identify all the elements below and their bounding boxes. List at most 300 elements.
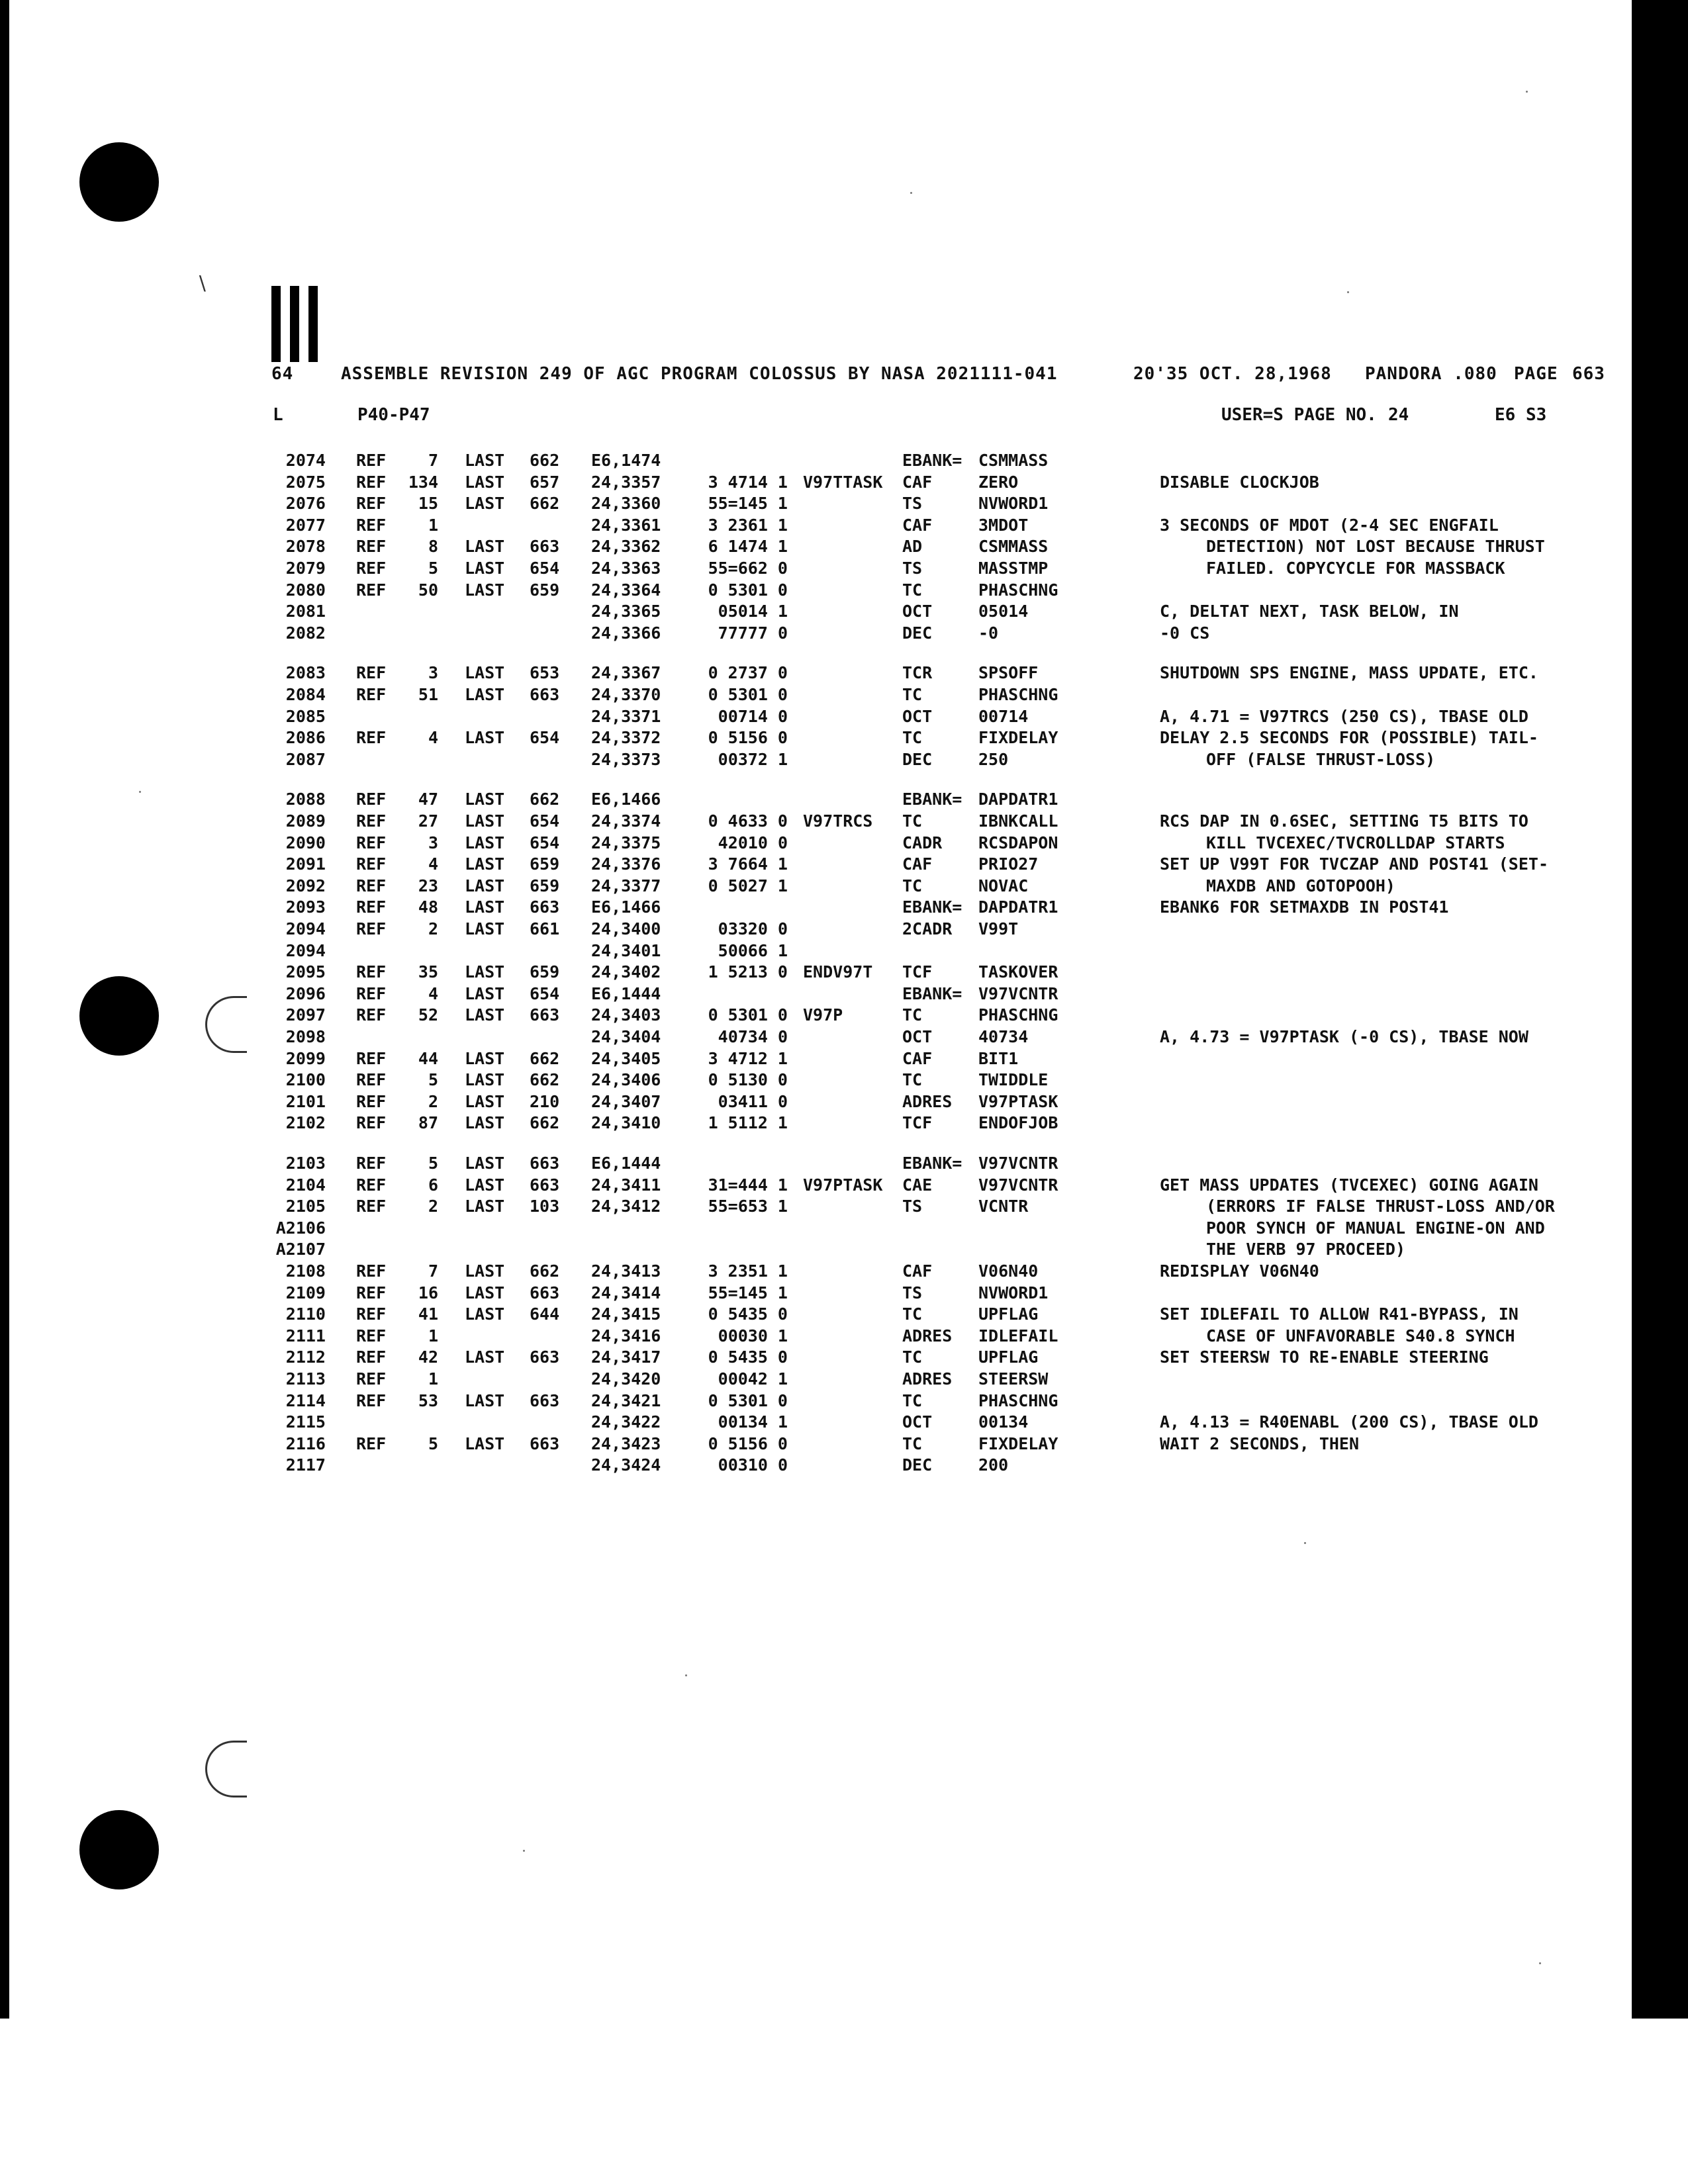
line-number: 2090 <box>285 833 326 852</box>
ref-label: REF <box>356 854 387 874</box>
ref-label: REF <box>356 1326 387 1345</box>
opcode: CAF <box>902 515 933 535</box>
operand: 3MDOT <box>978 515 1029 535</box>
operand: PHASCHNG <box>978 685 1058 704</box>
opcode: DEC <box>902 749 933 769</box>
opcode: TC <box>902 1433 923 1453</box>
operand: V97PTASK <box>978 1091 1058 1111</box>
ref-count: 5 <box>428 1070 438 1090</box>
ref-count: 134 <box>408 472 438 492</box>
ref-label: REF <box>356 1433 387 1453</box>
operand: PRIO27 <box>978 854 1039 874</box>
address: 24,3421 <box>591 1390 661 1410</box>
last-label: LAST <box>465 685 505 704</box>
address: 24,3422 <box>591 1412 661 1432</box>
symbol-label: ENDV97T <box>803 962 873 982</box>
ref-count: 5 <box>428 1154 438 1173</box>
object-code: 3 2351 1 <box>708 1261 788 1281</box>
ref-count: 87 <box>418 1113 438 1133</box>
operand: NVWORD1 <box>978 494 1049 514</box>
opcode: 2CADR <box>902 919 953 938</box>
last-label: LAST <box>465 728 505 748</box>
last-page: 654 <box>530 833 560 852</box>
object-code: 50066 1 <box>718 940 788 960</box>
last-page: 644 <box>530 1304 560 1324</box>
opcode: CAE <box>902 1175 933 1195</box>
ref-count: 42 <box>418 1347 438 1367</box>
opcode: TC <box>902 728 923 748</box>
ref-label: REF <box>356 494 387 514</box>
line-number: 2088 <box>285 790 326 809</box>
comment-line: SHUTDOWN SPS ENGINE, MASS UPDATE, ETC. <box>1160 663 1538 683</box>
ref-label: REF <box>356 580 387 600</box>
address: 24,3363 <box>591 559 661 578</box>
line-number: 2109 <box>285 1283 326 1302</box>
object-code: 0 4633 0 <box>708 811 788 831</box>
address: 24,3415 <box>591 1304 661 1324</box>
object-code: 03320 0 <box>718 919 788 938</box>
ref-label: REF <box>356 685 387 704</box>
header-corner-number: 64 <box>271 364 294 384</box>
ref-count: 6 <box>428 1175 438 1195</box>
address: 24,3412 <box>591 1197 661 1216</box>
object-code: 00714 0 <box>718 706 788 726</box>
last-label: LAST <box>465 833 505 852</box>
operand: NVWORD1 <box>978 1283 1049 1302</box>
last-page: 663 <box>530 1005 560 1025</box>
last-page: 663 <box>530 1283 560 1302</box>
last-page: 663 <box>530 537 560 557</box>
ref-count: 4 <box>428 983 438 1003</box>
operand: ENDOFJOB <box>978 1113 1058 1133</box>
opcode: OCT <box>902 602 933 621</box>
ref-label: REF <box>356 811 387 831</box>
users-page-label: USER=S PAGE NO. <box>1221 405 1377 425</box>
object-code: 03411 0 <box>718 1091 788 1111</box>
operand: PHASCHNG <box>978 1005 1058 1025</box>
ref-label: REF <box>356 983 387 1003</box>
comment-line: REDISPLAY V06N40 <box>1160 1261 1319 1281</box>
last-label: LAST <box>465 1175 505 1195</box>
operand: DAPDATR1 <box>978 790 1058 809</box>
comment-line: THE VERB 97 PROCEED) <box>1206 1240 1406 1259</box>
opcode: TC <box>902 1347 923 1367</box>
line-number: A2106 <box>275 1218 326 1238</box>
ref-label: REF <box>356 919 387 938</box>
address: 24,3416 <box>591 1326 661 1345</box>
operand: IDLEFAIL <box>978 1326 1058 1345</box>
operand: V97VCNTR <box>978 983 1058 1003</box>
header-system: PANDORA .080 <box>1365 364 1497 384</box>
ref-label: REF <box>356 1304 387 1324</box>
ref-label: REF <box>356 1369 387 1388</box>
opcode: TC <box>902 1005 923 1025</box>
scan-speck <box>910 192 912 194</box>
object-code: 00372 1 <box>718 749 788 769</box>
last-page: 103 <box>530 1197 560 1216</box>
opcode: ADRES <box>902 1091 953 1111</box>
address: 24,3423 <box>591 1433 661 1453</box>
users-page-number: 24 <box>1388 405 1409 425</box>
ref-count: 2 <box>428 1091 438 1111</box>
line-number: 2108 <box>285 1261 326 1281</box>
ref-count: 4 <box>428 854 438 874</box>
opcode: TC <box>902 1390 923 1410</box>
object-code: 55=145 1 <box>708 1283 788 1302</box>
operand: 00134 <box>978 1412 1029 1432</box>
last-page: 657 <box>530 472 560 492</box>
object-code: 55=653 1 <box>708 1197 788 1216</box>
operand: BIT1 <box>978 1048 1019 1068</box>
last-page: 663 <box>530 897 560 917</box>
address: E6,1444 <box>591 983 661 1003</box>
comment-line: A, 4.73 = V97PTASK (-0 CS), TBASE NOW <box>1160 1027 1528 1046</box>
last-page: 659 <box>530 876 560 895</box>
object-code: 3 4712 1 <box>708 1048 788 1068</box>
address: 24,3413 <box>591 1261 661 1281</box>
scan-border-right <box>1632 0 1688 2019</box>
line-number: 2095 <box>285 962 326 982</box>
subheader-left: L <box>273 405 283 425</box>
header-date: 20'35 OCT. 28,1968 <box>1133 364 1332 384</box>
scan-speck <box>685 1674 687 1676</box>
ref-label: REF <box>356 515 387 535</box>
object-code: 77777 0 <box>718 623 788 643</box>
comment-line: A, 4.71 = V97TRCS (250 CS), TBASE OLD <box>1160 706 1528 726</box>
opcode: EBANK= <box>902 451 962 470</box>
operand: V97VCNTR <box>978 1154 1058 1173</box>
operand: 200 <box>978 1455 1009 1475</box>
opcode: TS <box>902 494 923 514</box>
line-number: 2102 <box>285 1113 326 1133</box>
last-page: 654 <box>530 811 560 831</box>
object-code: 0 5301 0 <box>708 685 788 704</box>
address: 24,3366 <box>591 623 661 643</box>
opcode: CAF <box>902 472 933 492</box>
ref-count: 7 <box>428 1261 438 1281</box>
printout-logo-mark <box>271 286 320 362</box>
last-page: 662 <box>530 1261 560 1281</box>
comment-line: FAILED. COPYCYCLE FOR MASSBACK <box>1206 559 1505 578</box>
line-number: 2080 <box>285 580 326 600</box>
opcode: OCT <box>902 1412 933 1432</box>
line-number: 2083 <box>285 663 326 683</box>
ref-label: REF <box>356 1070 387 1090</box>
ref-count: 5 <box>428 559 438 578</box>
operand: UPFLAG <box>978 1347 1039 1367</box>
line-number: A2107 <box>275 1240 326 1259</box>
ref-count: 44 <box>418 1048 438 1068</box>
opcode: TC <box>902 1304 923 1324</box>
ref-count: 53 <box>418 1390 438 1410</box>
address: 24,3360 <box>591 494 661 514</box>
last-page: 663 <box>530 1347 560 1367</box>
comment-line: -0 CS <box>1160 623 1210 643</box>
last-page: 654 <box>530 559 560 578</box>
object-code: 00310 0 <box>718 1455 788 1475</box>
opcode: EBANK= <box>902 897 962 917</box>
comment-line: CASE OF UNFAVORABLE S40.8 SYNCH <box>1206 1326 1515 1345</box>
opcode: OCT <box>902 1027 933 1046</box>
address: 24,3420 <box>591 1369 661 1388</box>
ref-label: REF <box>356 962 387 982</box>
line-number: 2089 <box>285 811 326 831</box>
operand: FIXDELAY <box>978 728 1058 748</box>
object-code: 05014 1 <box>718 602 788 621</box>
comment-line: 3 SECONDS OF MDOT (2-4 SEC ENGFAIL <box>1160 515 1499 535</box>
comment-line: WAIT 2 SECONDS, THEN <box>1160 1433 1360 1453</box>
line-number: 2099 <box>285 1048 326 1068</box>
last-page: 654 <box>530 983 560 1003</box>
address: 24,3371 <box>591 706 661 726</box>
ref-label: REF <box>356 1005 387 1025</box>
punch-hole-top <box>79 142 159 222</box>
punch-hole-bottom <box>79 1810 159 1889</box>
operand: 40734 <box>978 1027 1029 1046</box>
ref-count: 27 <box>418 811 438 831</box>
last-label: LAST <box>465 1154 505 1173</box>
scan-speck <box>1526 91 1528 93</box>
last-label: LAST <box>465 962 505 982</box>
last-page: 662 <box>530 451 560 470</box>
object-code: 00030 1 <box>718 1326 788 1345</box>
operand: STEERSW <box>978 1369 1049 1388</box>
last-page: 659 <box>530 962 560 982</box>
comment-line: POOR SYNCH OF MANUAL ENGINE-ON AND <box>1206 1218 1545 1238</box>
opcode: CAF <box>902 1261 933 1281</box>
object-code: 6 1474 1 <box>708 537 788 557</box>
object-code: 1 5213 0 <box>708 962 788 982</box>
address: 24,3364 <box>591 580 661 600</box>
address: 24,3402 <box>591 962 661 982</box>
ref-label: REF <box>356 1091 387 1111</box>
line-number: 2094 <box>285 919 326 938</box>
address: 24,3414 <box>591 1283 661 1302</box>
operand: IBNKCALL <box>978 811 1058 831</box>
ref-label: REF <box>356 559 387 578</box>
last-label: LAST <box>465 1433 505 1453</box>
opcode: EBANK= <box>902 790 962 809</box>
last-label: LAST <box>465 1347 505 1367</box>
last-label: LAST <box>465 1048 505 1068</box>
scan-speck <box>1347 291 1349 293</box>
address: 24,3405 <box>591 1048 661 1068</box>
opcode: TC <box>902 1070 923 1090</box>
last-page: 662 <box>530 1048 560 1068</box>
header-page-label: PAGE <box>1514 364 1558 384</box>
last-label: LAST <box>465 1113 505 1133</box>
ref-count: 4 <box>428 728 438 748</box>
object-code: 42010 0 <box>718 833 788 852</box>
address: 24,3373 <box>591 749 661 769</box>
ref-label: REF <box>356 1347 387 1367</box>
ref-count: 2 <box>428 1197 438 1216</box>
operand: CSMMASS <box>978 537 1049 557</box>
line-number: 2096 <box>285 983 326 1003</box>
last-label: LAST <box>465 559 505 578</box>
opcode: EBANK= <box>902 983 962 1003</box>
opcode: TC <box>902 876 923 895</box>
line-number: 2114 <box>285 1390 326 1410</box>
line-number: 2081 <box>285 602 326 621</box>
address: 24,3400 <box>591 919 661 938</box>
operand: 05014 <box>978 602 1029 621</box>
operand: V99T <box>978 919 1019 938</box>
line-number: 2086 <box>285 728 326 748</box>
last-label: LAST <box>465 1304 505 1324</box>
last-label: LAST <box>465 1197 505 1216</box>
line-number: 2097 <box>285 1005 326 1025</box>
ref-count: 2 <box>428 919 438 938</box>
opcode: DEC <box>902 1455 933 1475</box>
ref-label: REF <box>356 728 387 748</box>
symbol-label: V97PTASK <box>803 1175 883 1195</box>
address: E6,1466 <box>591 790 661 809</box>
comment-line: MAXDB AND GOTOPOOH) <box>1206 876 1395 895</box>
operand: V06N40 <box>978 1261 1039 1281</box>
ref-label: REF <box>356 1390 387 1410</box>
operand: 00714 <box>978 706 1029 726</box>
punch-hole-middle <box>79 976 159 1056</box>
opcode: TS <box>902 559 923 578</box>
address: 24,3377 <box>591 876 661 895</box>
scan-speck <box>139 791 141 793</box>
operand: ZERO <box>978 472 1019 492</box>
line-number: 2117 <box>285 1455 326 1475</box>
last-page: 662 <box>530 1113 560 1133</box>
margin-tick-mark: ∖ <box>195 273 209 296</box>
object-code: 40734 0 <box>718 1027 788 1046</box>
ref-label: REF <box>356 1048 387 1068</box>
address: 24,3361 <box>591 515 661 535</box>
ref-label: REF <box>356 1154 387 1173</box>
last-label: LAST <box>465 811 505 831</box>
last-label: LAST <box>465 537 505 557</box>
line-number: 2075 <box>285 472 326 492</box>
last-label: LAST <box>465 494 505 514</box>
object-code: 3 2361 1 <box>708 515 788 535</box>
last-label: LAST <box>465 919 505 938</box>
section-name: P40-P47 <box>357 405 430 425</box>
last-page: 662 <box>530 1070 560 1090</box>
address: 24,3407 <box>591 1091 661 1111</box>
last-label: LAST <box>465 1070 505 1090</box>
last-label: LAST <box>465 451 505 470</box>
ref-count: 5 <box>428 1433 438 1453</box>
operand: FIXDELAY <box>978 1433 1058 1453</box>
last-label: LAST <box>465 663 505 683</box>
address: E6,1474 <box>591 451 661 470</box>
last-label: LAST <box>465 1261 505 1281</box>
line-number: 2087 <box>285 749 326 769</box>
last-label: LAST <box>465 1283 505 1302</box>
last-label: LAST <box>465 472 505 492</box>
address: 24,3375 <box>591 833 661 852</box>
operand: PHASCHNG <box>978 1390 1058 1410</box>
object-code: 0 5156 0 <box>708 728 788 748</box>
last-page: 662 <box>530 494 560 514</box>
comment-line: A, 4.13 = R40ENABL (200 CS), TBASE OLD <box>1160 1412 1538 1432</box>
opcode: AD <box>902 537 923 557</box>
address: 24,3374 <box>591 811 661 831</box>
operand: MASSTMP <box>978 559 1049 578</box>
object-code: 0 5301 0 <box>708 1390 788 1410</box>
object-code: 0 5130 0 <box>708 1070 788 1090</box>
ref-count: 1 <box>428 1326 438 1345</box>
opcode: TS <box>902 1197 923 1216</box>
object-code: 3 7664 1 <box>708 854 788 874</box>
ref-label: REF <box>356 1197 387 1216</box>
operand: TWIDDLE <box>978 1070 1049 1090</box>
scan-speck <box>523 1850 525 1852</box>
line-number: 2085 <box>285 706 326 726</box>
line-number: 2104 <box>285 1175 326 1195</box>
object-code: 31=444 1 <box>708 1175 788 1195</box>
ref-label: REF <box>356 1175 387 1195</box>
operand: RCSDAPON <box>978 833 1058 852</box>
address: E6,1466 <box>591 897 661 917</box>
last-page: 663 <box>530 1175 560 1195</box>
last-page: 663 <box>530 685 560 704</box>
object-code: 0 5301 0 <box>708 1005 788 1025</box>
comment-line: OFF (FALSE THRUST-LOSS) <box>1206 749 1436 769</box>
line-number: 2084 <box>285 685 326 704</box>
last-label: LAST <box>465 1390 505 1410</box>
ref-label: REF <box>356 663 387 683</box>
comment-line: (ERRORS IF FALSE THRUST-LOSS AND/OR <box>1206 1197 1555 1216</box>
opcode: TC <box>902 811 923 831</box>
operand: V97VCNTR <box>978 1175 1058 1195</box>
last-label: LAST <box>465 580 505 600</box>
last-label: LAST <box>465 1005 505 1025</box>
comment-line: GET MASS UPDATES (TVCEXEC) GOING AGAIN <box>1160 1175 1538 1195</box>
ref-label: REF <box>356 472 387 492</box>
ref-label: REF <box>356 537 387 557</box>
address: 24,3411 <box>591 1175 661 1195</box>
object-code: 00134 1 <box>718 1412 788 1432</box>
operand: 250 <box>978 749 1009 769</box>
ref-label: REF <box>356 897 387 917</box>
last-page: 662 <box>530 790 560 809</box>
line-number: 2110 <box>285 1304 326 1324</box>
opcode: ADRES <box>902 1369 953 1388</box>
ref-label: REF <box>356 833 387 852</box>
object-code: 0 2737 0 <box>708 663 788 683</box>
opcode: EBANK= <box>902 1154 962 1173</box>
line-number: 2101 <box>285 1091 326 1111</box>
last-page: 653 <box>530 663 560 683</box>
object-code: 0 5301 0 <box>708 580 788 600</box>
last-page: 210 <box>530 1091 560 1111</box>
last-label: LAST <box>465 876 505 895</box>
object-code: 1 5112 1 <box>708 1113 788 1133</box>
last-label: LAST <box>465 897 505 917</box>
opcode: TCF <box>902 962 933 982</box>
ref-label: REF <box>356 1113 387 1133</box>
comment-line: DETECTION) NOT LOST BECAUSE THRUST <box>1206 537 1545 557</box>
line-number: 2112 <box>285 1347 326 1367</box>
comment-line: SET UP V99T FOR TVCZAP AND POST41 (SET- <box>1160 854 1548 874</box>
ref-count: 50 <box>418 580 438 600</box>
line-number: 2105 <box>285 1197 326 1216</box>
last-page: 659 <box>530 580 560 600</box>
last-page: 659 <box>530 854 560 874</box>
opcode: TS <box>902 1283 923 1302</box>
ref-count: 47 <box>418 790 438 809</box>
ref-count: 51 <box>418 685 438 704</box>
operand: TASKOVER <box>978 962 1058 982</box>
comment-line: SET STEERSW TO RE-ENABLE STEERING <box>1160 1347 1489 1367</box>
